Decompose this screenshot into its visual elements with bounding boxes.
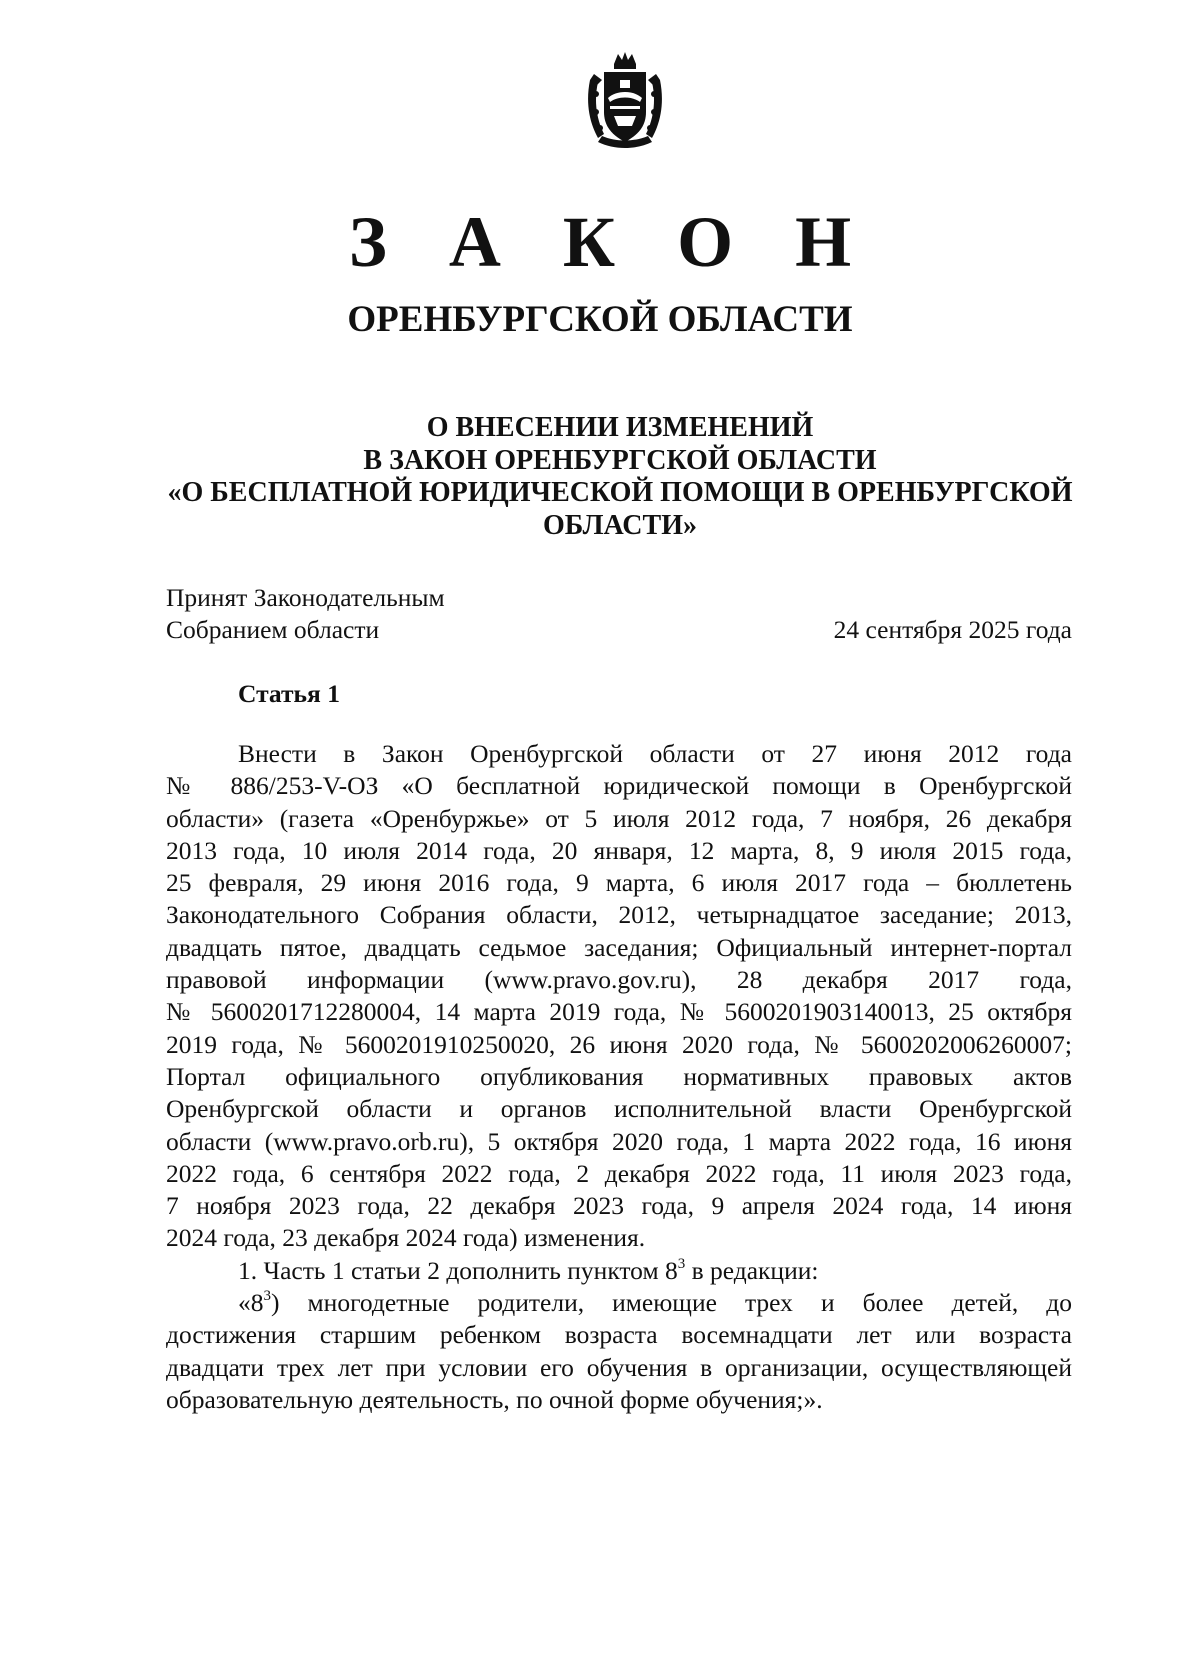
paragraph-line: Портал официального опубликования нормативных правовых актов [166, 1061, 1072, 1091]
article-body [166, 738, 1072, 1416]
paragraph-line: правовой информации (www.pravo.gov.ru), 28 декабря 2017 года, [166, 965, 1072, 995]
paragraph-line: № 5600201712280004, 14 марта 2019 года, № 5600201903140013, 25 октября [166, 997, 1072, 1027]
adoption-note [166, 582, 445, 646]
quote-line: достижения старшим ребенком возраста восемнадцати лет или возраста [166, 1320, 1072, 1350]
law-heading-line: ОБЛАСТИ» [543, 509, 697, 541]
superscript: 3 [677, 1255, 686, 1272]
paragraph-line: Оренбургской области и органов исполнительной власти Оренбургской [166, 1094, 1072, 1124]
paragraph-line: 7 ноября 2023 года, 22 декабря 2023 года, 9 апреля 2024 года, 14 июня [166, 1191, 1072, 1221]
paragraph-line: Законодательного Собрания области, 2012, четырнадцатое заседание; 2013, [166, 900, 1072, 930]
adoption-line: Принят Законодательным [166, 583, 445, 612]
paragraph-line: № 886/253-V-ОЗ «О бесплатной юридической помощи в Оренбургской [166, 771, 1072, 801]
quote-line: двадцати трех лет при условии его обучения в организации, осуществляющей [166, 1352, 1072, 1382]
law-heading-line: В ЗАКОН ОРЕНБУРГСКОЙ ОБЛАСТИ [363, 444, 877, 476]
paragraph-line: 2013 года, 10 июля 2014 года, 20 января, 12 марта, 8, 9 июля 2015 года, [166, 835, 1072, 865]
adoption-date: 24 сентября 2025 года [833, 615, 1072, 644]
paragraph-line: Внести в Закон Оренбургской области от 27 июня 2012 года [238, 739, 1072, 768]
quote-line: образовательную деятельность, по очной форме обучения;». [166, 1384, 823, 1414]
amendment-text: в редакции: [685, 1255, 819, 1285]
document-title: З А К О Н [348, 202, 874, 282]
superscript: 3 [263, 1288, 271, 1305]
quote-text: «8 [238, 1288, 264, 1318]
quote-line [166, 1287, 1072, 1319]
law-heading-line: О ВНЕСЕНИИ ИЗМЕНЕНИЙ [426, 412, 814, 443]
law-heading [160, 412, 1080, 542]
paragraph-line: 25 февраля, 29 июня 2016 года, 9 марта, 6 июля 2017 года – бюллетень [166, 868, 1072, 898]
law-heading-line: «О БЕСПЛАТНОЙ ЮРИДИЧЕСКОЙ ПОМОЩИ В ОРЕНБУРГСКОЙ [167, 477, 1073, 508]
paragraph-line: области» (газета «Оренбуржье» от 5 июля 2012 года, 7 ноября, 26 декабря [166, 803, 1072, 833]
amendment-item [166, 1255, 1072, 1287]
document-subtitle: ОРЕНБУРГСКОЙ ОБЛАСТИ [347, 299, 853, 340]
paragraph-line: двадцать пятое, двадцать седьмое заседания; Официальный интернет-портал [166, 932, 1072, 962]
paragraph-line: 2024 года, 23 декабря 2024 года) изменения. [166, 1223, 646, 1253]
article-title: Статья 1 [238, 679, 340, 708]
quote-text: ) многодетные родители, имеющие трех и более детей, до [271, 1288, 1072, 1318]
paragraph-line: 2019 года, № 5600201910250020, 26 июня 2020 года, № 5600202006260007; [166, 1029, 1072, 1059]
amendment-text: 1. Часть 1 статьи 2 дополнить пунктом 8 [238, 1255, 678, 1285]
paragraph-line: области (www.pravo.orb.ru), 5 октября 2020 года, 1 марта 2022 года, 16 июня [166, 1126, 1072, 1156]
coat-of-arms-icon [584, 50, 666, 154]
adoption-line: Собранием области [166, 615, 380, 644]
paragraph-line: 2022 года, 6 сентября 2022 года, 2 декабря 2022 года, 11 июля 2023 года, [166, 1158, 1072, 1188]
